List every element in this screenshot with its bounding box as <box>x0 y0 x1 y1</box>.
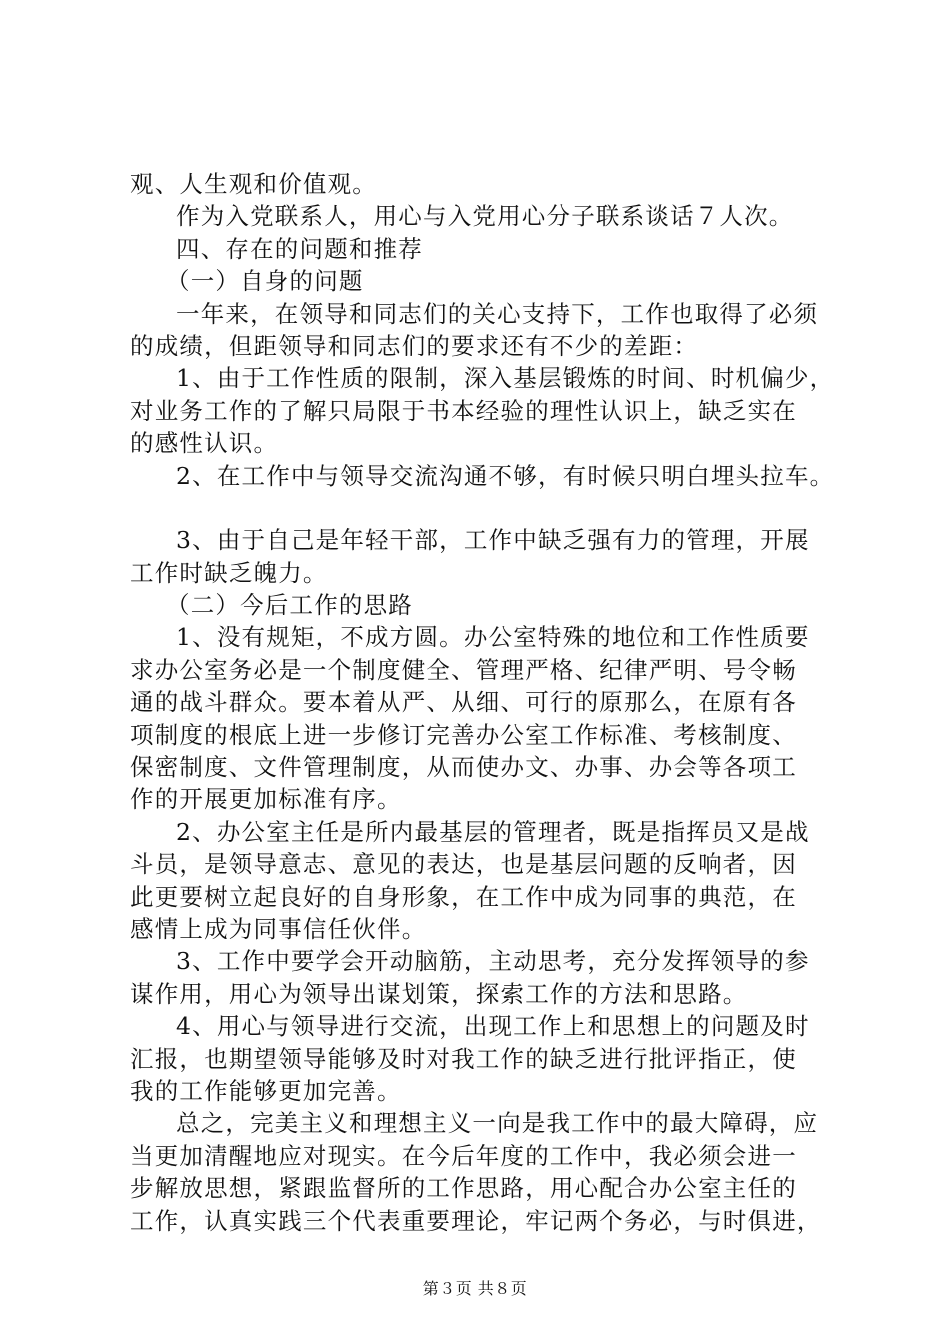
text-line: 对业务工作的了解只局限于书本经验的理性认识上，缺乏实在 <box>130 396 797 425</box>
text-line: 项制度的根底上进一步修订完善办公室工作标准、考核制度、 <box>130 720 797 749</box>
blank-line <box>130 492 842 524</box>
text-line: 此更要树立起良好的自身形象，在工作中成为同事的典范，在 <box>130 882 797 911</box>
text-line: 我的工作能够更加完善。 <box>130 1076 402 1105</box>
text-line: （二）今后工作的思路 <box>166 591 413 620</box>
text-line: 谋作用，用心为领导出谋划策，探索工作的方法和思路。 <box>130 979 748 1008</box>
text-line: 4、用心与领导进行交流，出现工作上和思想上的问题及时 <box>176 1012 810 1041</box>
text-line: 四、存在的问题和推荐 <box>176 234 423 263</box>
text-line: 总之，完美主义和理想主义一向是我工作中的最大障碍，应 <box>176 1109 819 1138</box>
text-line: 2、在工作中与领导交流沟通不够，有时候只明白埋头拉车。 <box>176 461 835 490</box>
text-line: 工作时缺乏魄力。 <box>130 558 328 587</box>
text-line: 通的战斗群众。要本着从严、从细、可行的原那么，在原有各 <box>130 688 797 717</box>
text-line: 步解放思想，紧跟监督所的工作思路，用心配合办公室主任的 <box>130 1174 797 1203</box>
text-line: 1、没有规矩，不成方圆。办公室特殊的地位和工作性质要 <box>176 623 810 652</box>
text-line: 1、由于工作性质的限制，深入基层锻炼的时间、时机偏少， <box>176 364 835 393</box>
text-line: （一）自身的问题 <box>166 267 364 296</box>
text-line: 作为入党联系人，用心与入党用心分子联系谈话７人次。 <box>176 202 794 231</box>
text-line: 观、人生观和价值观。 <box>130 170 377 198</box>
text-line: 3、工作中要学会开动脑筋，主动思考，充分发挥领导的参 <box>176 947 810 976</box>
text-line: 3、由于自己是年轻干部，工作中缺乏强有力的管理，开展 <box>176 526 810 555</box>
text-line: 感情上成为同事信任伙伴。 <box>130 914 427 943</box>
text-line: 当更加清醒地应对现实。在今后年度的工作中，我必须会进一 <box>130 1141 797 1170</box>
text-line: 汇报，也期望领导能够及时对我工作的缺乏进行批评指正，使 <box>130 1044 797 1073</box>
text-line: 一年来，在领导和同志们的关心支持下，工作也取得了必须 <box>176 299 819 328</box>
page-footer: 第３页 共８页 <box>422 1279 528 1298</box>
text-line: 斗员，是领导意志、意见的表达，也是基层问题的反响者，因 <box>130 850 797 879</box>
document-body <box>130 168 842 1237</box>
text-line: 求办公室务必是一个制度健全、管理严格、纪律严明、号令畅 <box>130 655 797 684</box>
text-line: 的感性认识。 <box>130 429 279 458</box>
text-line: 保密制度、文件管理制度，从而使办文、办事、办会等各项工 <box>130 753 797 782</box>
text-line: 作的开展更加标准有序。 <box>130 785 402 814</box>
text-line: 的成绩，但距领导和同志们的要求还有不少的差距： <box>130 331 699 360</box>
text-line: 2、办公室主任是所内最基层的管理者，既是指挥员又是战 <box>176 817 810 846</box>
text-line: 工作，认真实践三个代表重要理论，牢记两个务必，与时俱进， <box>130 1206 822 1235</box>
